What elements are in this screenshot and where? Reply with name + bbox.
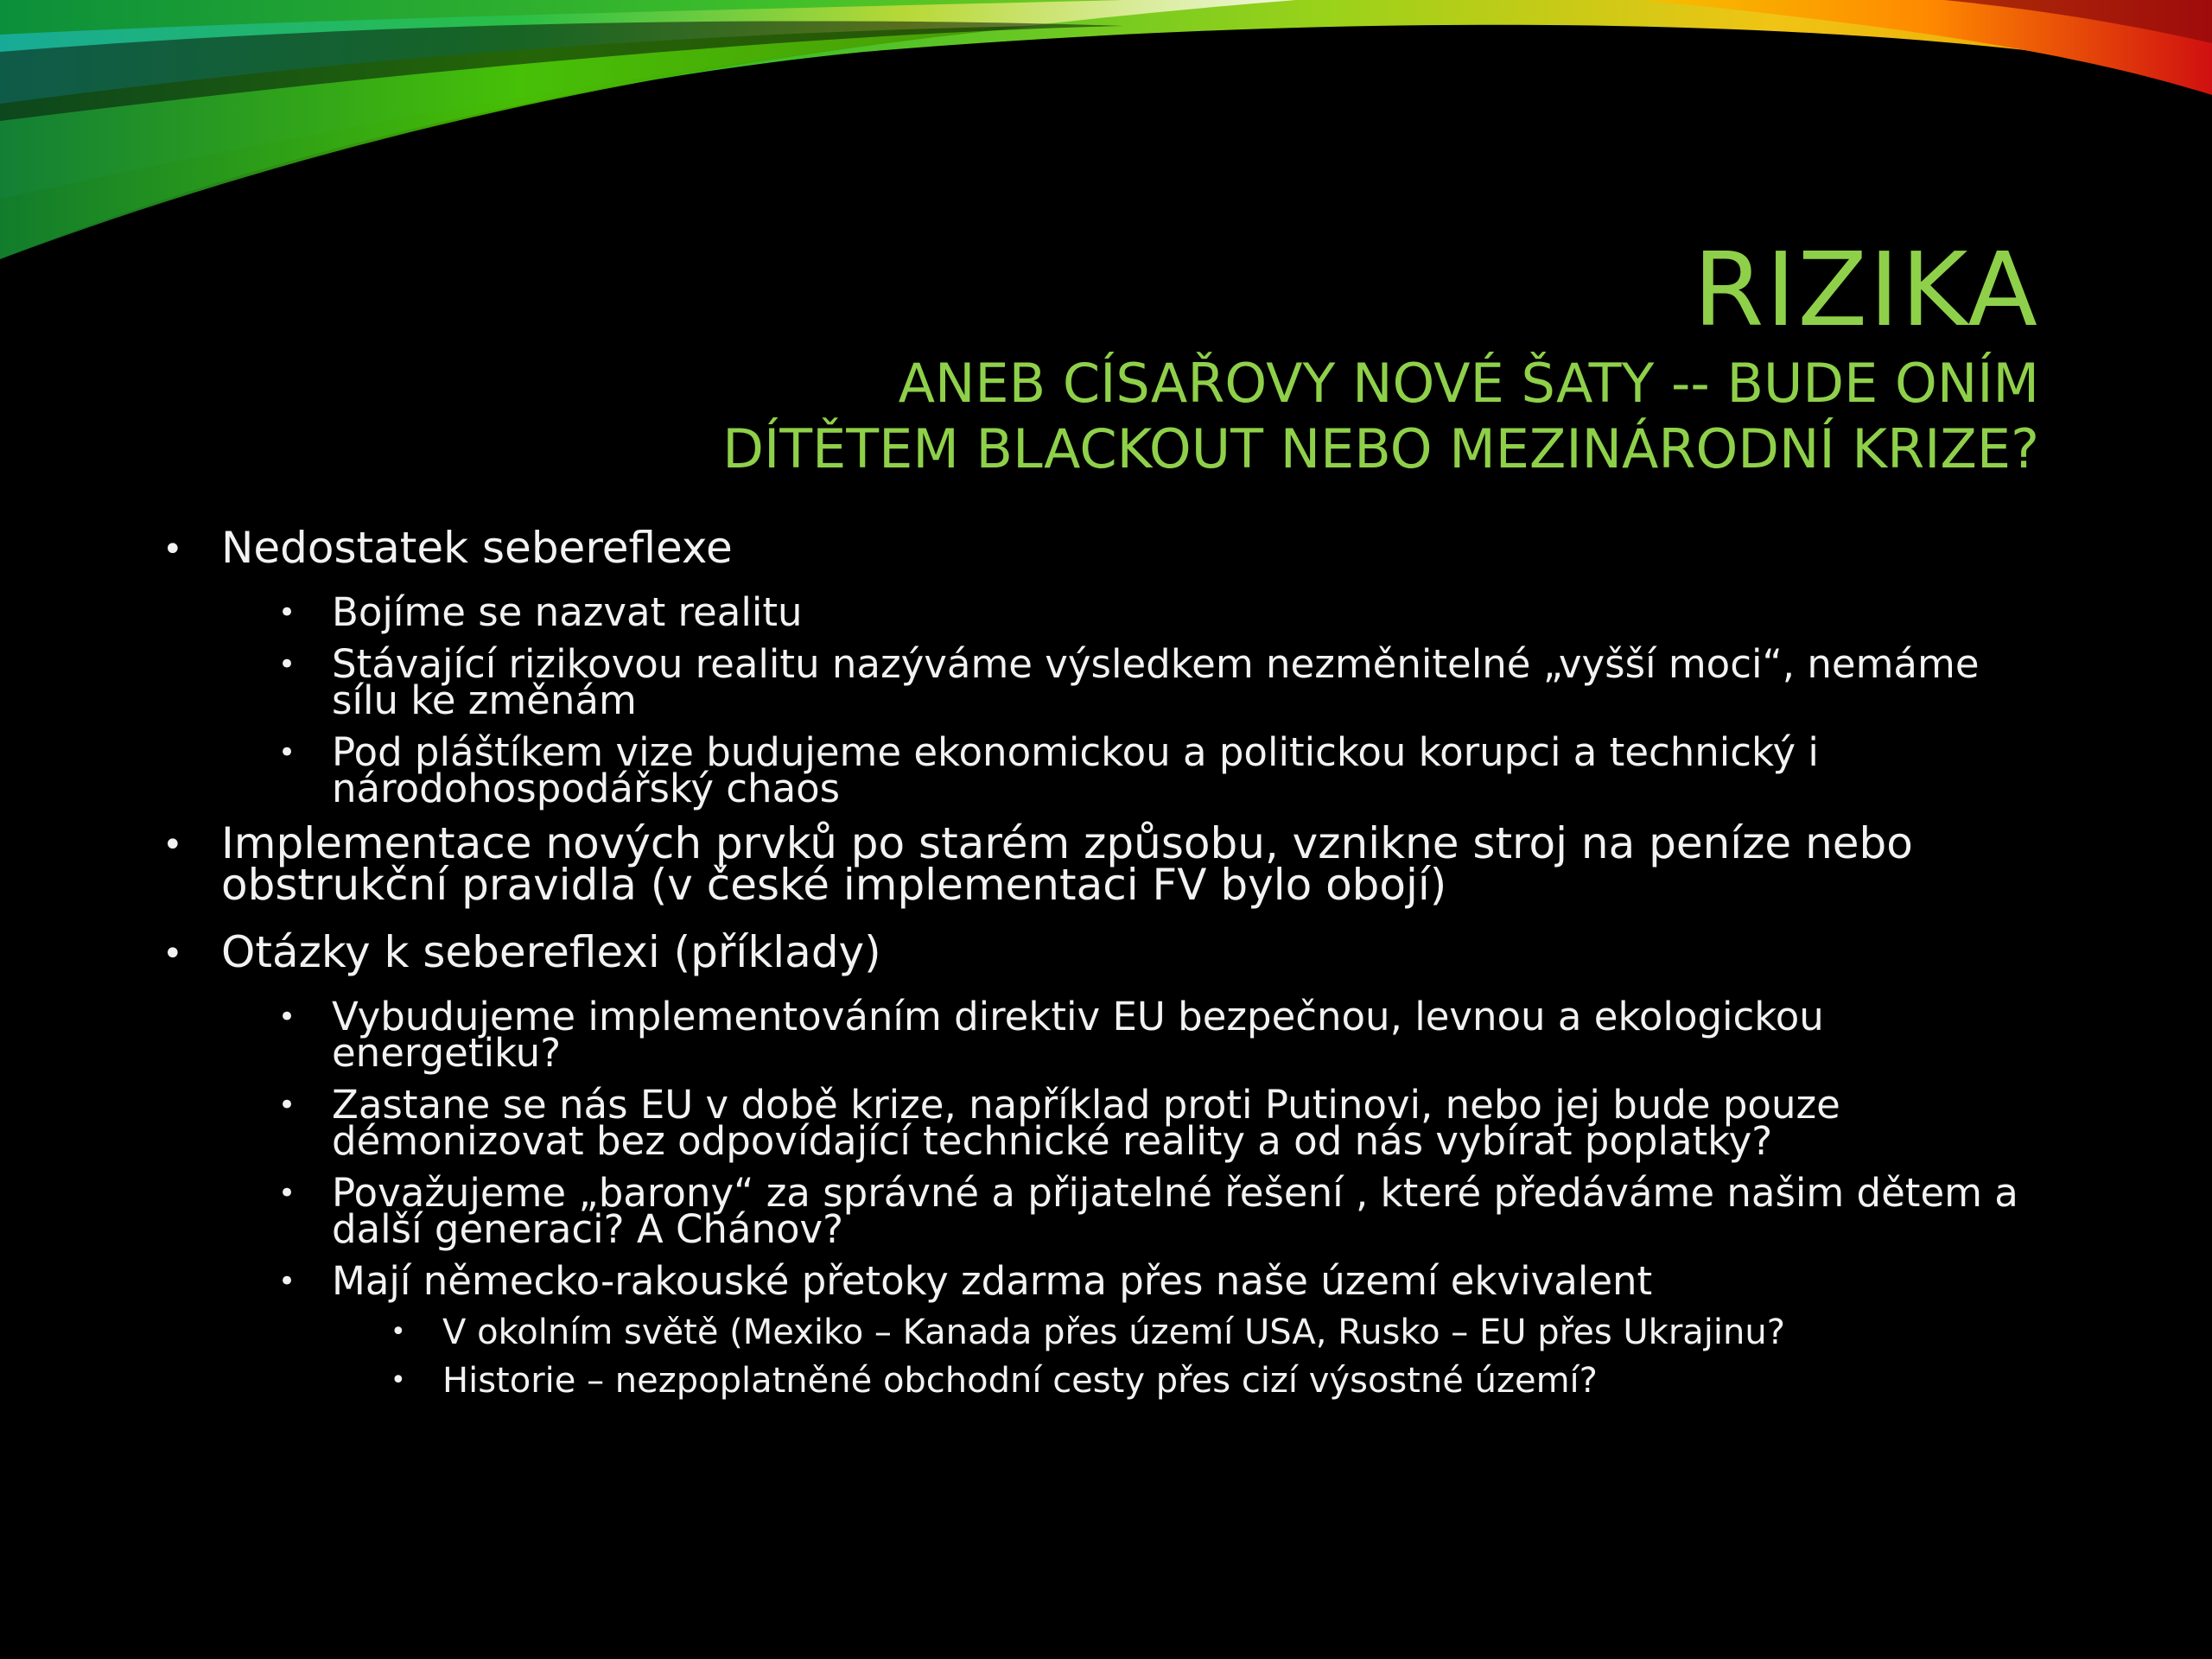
- subtitle-line-1: ANEB CÍSAŘOVY NOVÉ ŠATY -- BUDE ONÍM: [898, 352, 2039, 415]
- sub-bullet-item: • Stávající rizikovou realitu nazýváme výsledkem nezměnitelné „vyšší moci“, nemáme sílu ke změnám: [162, 646, 2029, 719]
- sub-sub-bullet-list: [162, 1313, 2029, 1401]
- slide-content: [162, 523, 2029, 1412]
- sub-sub-bullet-item: • V okolním světě (Mexiko – Kanada přes území USA, Rusko – EU přes Ukrajinu?: [162, 1315, 2029, 1350]
- sub-bullet-item: • Bojíme se nazvat realitu: [162, 594, 2029, 631]
- sub-sub-bullet-item: • Historie – nezpoplatněné obchodní cesty přes cizí výsostné území?: [162, 1363, 2029, 1398]
- subtitle-line-2: DÍTĚTEM BLACKOUT NEBO MEZINÁRODNÍ KRIZE?: [722, 417, 2039, 480]
- sub-bullet-item: • Považujeme „barony“ za správné a přijatelné řešení , které předáváme našim dětem a další generaci? A Chánov?: [162, 1175, 2029, 1248]
- sub-bullet-item: • Mají německo-rakouské přetoky zdarma přes naše území ekvivalent: [162, 1263, 2029, 1300]
- bullet-list: [162, 523, 2029, 1401]
- sub-bullet-item: • Pod pláštíkem vize budujeme ekonomickou a politickou korupci a technický i národohospodářský chaos: [162, 734, 2029, 807]
- sub-bullet-item: • Vybudujeme implementováním direktiv EU bezpečnou, levnou a ekologickou energetiku?: [162, 999, 2029, 1071]
- bullet-item: • Nedostatek sebereflexe: [162, 527, 2029, 569]
- sub-bullet-item: • Zastane se nás EU v době krize, například proti Putinovi, nebo jej bude pouze démonizovat bez odpovídající technické reality a od nás vybírat poplatky?: [162, 1087, 2029, 1160]
- sub-bullet-list: [162, 994, 2029, 1401]
- bullet-item: • Otázky k sebereflexi (příklady): [162, 931, 2029, 973]
- sub-bullet-list: [162, 589, 2029, 811]
- slide-subtitle: [311, 351, 2039, 482]
- slide-title: RIZIKA: [1693, 230, 2039, 349]
- bullet-item: • Implementace nových prvků po starém způsobu, vznikne stroj na peníze nebo obstrukční pravidla (v české implementaci FV bylo obojí): [162, 823, 2029, 906]
- title-block: [311, 230, 2039, 482]
